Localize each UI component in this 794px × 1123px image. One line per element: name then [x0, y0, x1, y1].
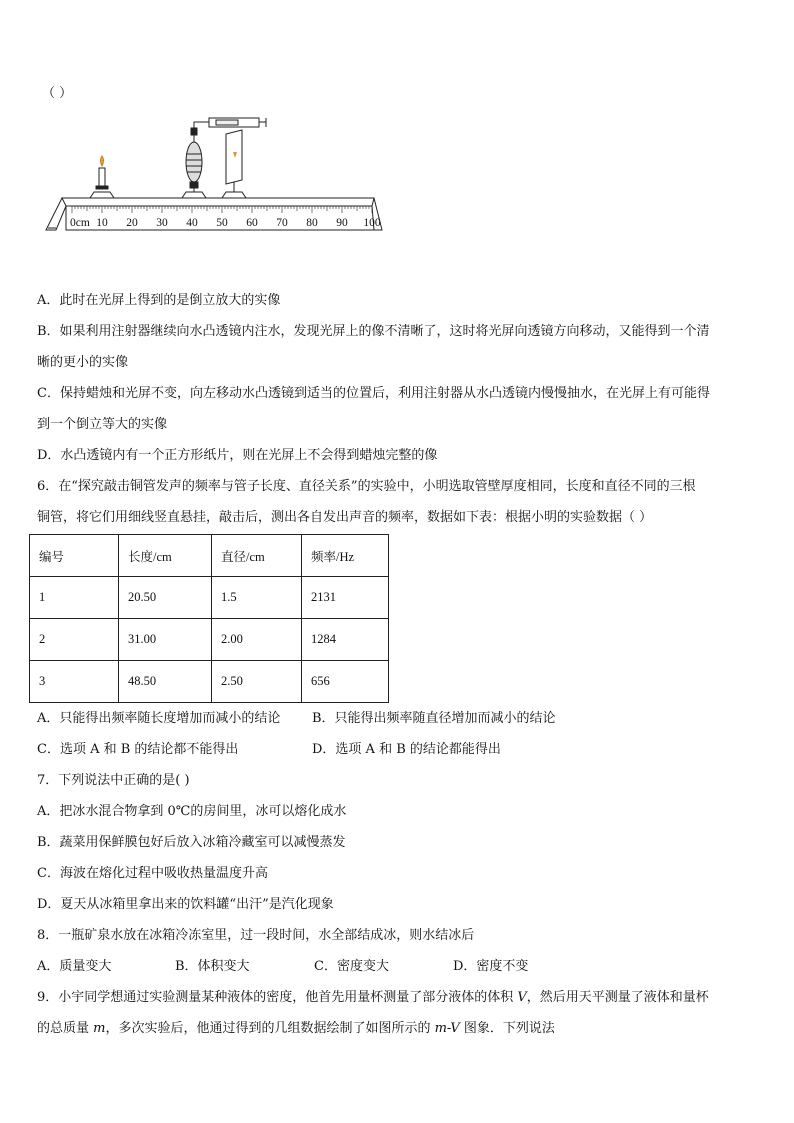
table-header-row: [30, 535, 389, 577]
q9-line-2: [37, 1020, 555, 1038]
q9-text: ，多次实验后，他通过得到的几组数据绘制了如图所示的: [105, 1021, 435, 1036]
ruler-label: 40: [186, 217, 198, 229]
q8-option-d: D．密度不变: [453, 959, 529, 974]
table-header: 长度/cm: [119, 535, 212, 577]
q8-option-a: A．质量变大: [37, 959, 112, 974]
q9-text: 的总质量: [37, 1021, 94, 1036]
ruler-label: 60: [246, 217, 258, 229]
q9-mass-symbol: m: [93, 1021, 106, 1036]
table-header: 频率/Hz: [302, 535, 389, 577]
q8-stem: 8．一瓶矿泉水放在冰箱冷冻室里，过一段时间，水全部结成冰，则水结冰后: [37, 928, 475, 943]
ruler-label: 70: [276, 217, 288, 229]
ruler-label: 100: [363, 217, 381, 229]
table-cell: 20.50: [119, 577, 212, 619]
candle-icon: [90, 156, 114, 198]
q6-option-c: C．选项 A 和 B 的结论都不能得出: [37, 742, 239, 757]
table-cell: 1284: [302, 619, 389, 661]
optical-bench-figure: [44, 112, 384, 236]
ruler-label: 0cm: [70, 217, 90, 229]
q8-option-c: C．密度变大: [314, 959, 389, 974]
table-header: 编号: [30, 535, 119, 577]
q7-option-d: D．夏天从冰箱里拿出来的饮料罐“出汗”是汽化现象: [37, 897, 334, 912]
water-lens-icon: [182, 134, 206, 198]
q5-option-c-cont: 到一个倒立等大的实像: [37, 417, 168, 432]
frequency-data-table: [29, 534, 389, 703]
table-cell: 31.00: [119, 619, 212, 661]
table-cell: 2.00: [212, 619, 302, 661]
q5-option-a: A．此时在光屏上得到的是倒立放大的实像: [37, 293, 281, 308]
table-cell: 2: [30, 619, 119, 661]
answer-bracket: （ ）: [42, 86, 73, 101]
q7-option-b: B．蔬菜用保鲜膜包好后放入冰箱冷藏室可以减慢蒸发: [37, 835, 346, 850]
table-cell: 2131: [302, 577, 389, 619]
table-header: 直径/cm: [212, 535, 302, 577]
q6-stem-2: 铜管，将它们用细线竖直悬挂，敲击后，测出各自发出声音的频率，数据如下表：根据小明的实验数据（ ）: [37, 510, 653, 525]
q6-option-b: B．只能得出频率随直径增加而减小的结论: [312, 711, 556, 726]
q5-option-b-cont: 晰的更小的实像: [37, 355, 129, 370]
ruler-label: 30: [156, 217, 168, 229]
q6-option-a: A．只能得出频率随长度增加而减小的结论: [37, 711, 281, 726]
q6-option-d: D．选项 A 和 B 的结论都能得出: [312, 742, 501, 757]
table-cell: 1: [30, 577, 119, 619]
syringe-icon: [191, 118, 266, 135]
q5-option-c: C．保持蜡烛和光屏不变，向左移动水凸透镜到适当的位置后，利用注射器从水凸透镜内慢慢抽水，在光屏上有可能得: [37, 386, 710, 401]
table-cell: 1.5: [212, 577, 302, 619]
q7-stem: 7．下列说法中正确的是( ): [37, 773, 190, 788]
q5-option-d: D．水凸透镜内有一个正方形纸片，则在光屏上不会得到蜡烛完整的像: [37, 448, 438, 463]
light-screen-icon: [222, 130, 246, 198]
q9-volume-symbol: V: [517, 990, 527, 1005]
table-row: [30, 619, 389, 661]
table-row: [30, 661, 389, 703]
q5-option-b: B．如果利用注射器继续向水凸透镜内注水，发现光屏上的像不清晰了，这时将光屏向透镜方向移动，又能得到一个清: [37, 324, 710, 339]
q7-option-c: C．海波在熔化过程中吸收热量温度升高: [37, 866, 268, 881]
q8-option-b: B．体积变大: [175, 959, 250, 974]
ruler-label: 80: [306, 217, 318, 229]
ruler-label: 50: [216, 217, 228, 229]
table-cell: 656: [302, 661, 389, 703]
q9-text: 9．小宇同学想通过实验测量某种液体的密度，他首先用量杯测量了部分液体的体积: [37, 990, 518, 1005]
q9-text: 图象．下列说法: [459, 1021, 555, 1036]
q9-line-1: [37, 989, 709, 1007]
q7-option-a: A．把冰水混合物拿到 0℃的房间里，冰可以熔化成水: [37, 804, 347, 819]
ruler-label: 20: [126, 217, 138, 229]
ruler-label: 90: [336, 217, 348, 229]
q6-stem-1: 6．在“探究敲击铜管发声的频率与管子长度、直径关系”的实验中，小明选取管壁厚度相同，长度和直径不同的三根: [37, 479, 696, 494]
q9-mv-symbol: m-V: [434, 1021, 460, 1036]
table-row: [30, 577, 389, 619]
table-cell: 3: [30, 661, 119, 703]
table-cell: 2.50: [212, 661, 302, 703]
q9-text: ，然后用天平测量了液体和量杯: [526, 990, 709, 1005]
table-cell: 48.50: [119, 661, 212, 703]
ruler-label: 10: [96, 217, 108, 229]
